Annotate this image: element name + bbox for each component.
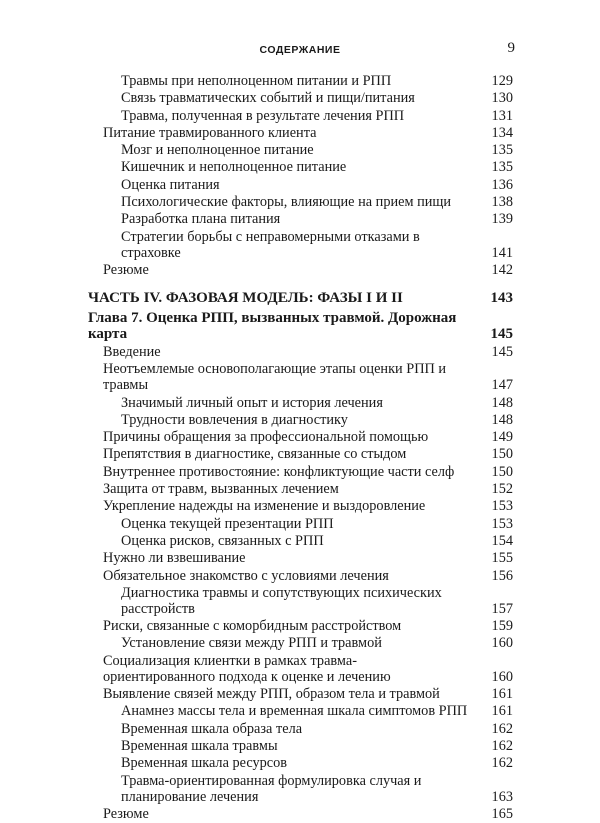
toc-entry-page: 154 — [491, 532, 513, 549]
toc-entry-title: Препятствия в диагностике, связанные со стыдом — [103, 446, 407, 463]
toc-entry — [88, 755, 513, 771]
toc-entry-title: Введение — [103, 343, 161, 360]
toc-entry — [88, 344, 513, 360]
toc-entry — [88, 159, 513, 175]
toc-entry — [88, 73, 513, 89]
toc-entry-page: 157 — [491, 600, 513, 617]
toc-entry — [88, 429, 513, 445]
toc-entry-title: Значимый личный опыт и история лечения — [121, 394, 383, 411]
toc-entry-title: Психологические факторы, влияющие на прием пищи — [121, 194, 452, 211]
toc-entry-title: Нужно ли взвешивание — [103, 550, 246, 567]
page-number: 9 — [507, 40, 515, 56]
toc-entry-page: 162 — [491, 720, 513, 737]
table-of-contents — [88, 73, 513, 823]
toc-entry-page: 160 — [491, 635, 513, 652]
toc-entry-page: 145 — [490, 325, 513, 342]
running-title: СОДЕРЖАНИЕ — [259, 44, 341, 56]
toc-entry — [88, 653, 513, 685]
toc-entry-title: Глава 7. Оценка РПП, вызванных травмой. Дорожная карта — [88, 309, 457, 342]
toc-entry — [88, 618, 513, 634]
toc-entry — [88, 806, 513, 822]
toc-entry-page: 145 — [491, 343, 513, 360]
toc-entry — [88, 464, 513, 480]
toc-entry — [88, 412, 513, 428]
toc-entry — [88, 229, 513, 261]
toc-entry-title: Анамнез массы тела и временная шкала симптомов РПП — [121, 703, 468, 720]
toc-entry-page: 136 — [491, 176, 513, 193]
toc-entry-page: 149 — [491, 429, 513, 446]
toc-entry-page: 148 — [491, 394, 513, 411]
toc-entry — [88, 533, 513, 549]
toc-entry-title: Связь травматических событий и пищи/питания — [121, 90, 415, 107]
toc-entry-title: Диагностика травмы и сопутствующих психических расстройств — [121, 584, 442, 617]
toc-entry-page: 135 — [491, 159, 513, 176]
toc-entry-title: Резюме — [103, 261, 149, 278]
toc-entry-title: Защита от травм, вызванных лечением — [103, 481, 339, 498]
toc-entry — [88, 125, 513, 141]
toc-entry-page: 135 — [491, 142, 513, 159]
toc-entry-page: 156 — [491, 567, 513, 584]
toc-entry — [88, 738, 513, 754]
toc-entry — [88, 686, 513, 702]
toc-entry — [88, 90, 513, 106]
toc-entry-title: Установление связи между РПП и травмой — [121, 635, 382, 652]
toc-entry-page: 161 — [491, 686, 513, 703]
toc-entry-page: 130 — [491, 90, 513, 107]
toc-entry-title: Выявление связей между РПП, образом тела и травмой — [103, 686, 440, 703]
toc-entry — [88, 568, 513, 584]
toc-entry-page: 155 — [491, 550, 513, 567]
toc-entry-page: 147 — [491, 377, 513, 394]
toc-entry — [88, 262, 513, 278]
toc-entry-page: 160 — [491, 668, 513, 685]
toc-entry-page: 143 — [490, 289, 513, 306]
toc-entry — [88, 635, 513, 651]
toc-entry-page: 159 — [491, 618, 513, 635]
toc-entry — [88, 550, 513, 566]
toc-entry-page: 134 — [491, 124, 513, 141]
toc-entry — [88, 773, 513, 805]
toc-entry — [88, 721, 513, 737]
toc-entry — [88, 585, 513, 617]
toc-entry-title: Временная шкала ресурсов — [121, 755, 288, 772]
toc-entry-title: Кишечник и неполноценное питание — [121, 159, 347, 176]
toc-entry — [88, 703, 513, 719]
toc-entry — [88, 211, 513, 227]
toc-entry-title: Риски, связанные с коморбидным расстройством — [103, 618, 402, 635]
toc-entry — [88, 446, 513, 462]
toc-entry — [88, 498, 513, 514]
toc-entry-title: Временная шкала травмы — [121, 737, 278, 754]
toc-entry-page: 165 — [491, 805, 513, 822]
toc-entry-title: Оценка питания — [121, 176, 220, 193]
toc-entry-title: Разработка плана питания — [121, 211, 281, 228]
toc-entry-page: 139 — [491, 211, 513, 228]
page-header — [0, 40, 600, 60]
toc-part-entry — [88, 290, 513, 306]
toc-entry-page: 138 — [491, 194, 513, 211]
toc-entry-title: Социализация клиентки в рамках травма-ориентированного подхода к оценке и лечению — [103, 652, 391, 685]
toc-entry — [88, 142, 513, 158]
toc-entry-title: Обязательное знакомство с условиями лечения — [103, 567, 389, 584]
toc-entry-title: Оценка рисков, связанных с РПП — [121, 532, 324, 549]
toc-entry-page: 150 — [491, 463, 513, 480]
toc-entry-title: Оценка текущей презентации РПП — [121, 515, 334, 532]
toc-entry — [88, 395, 513, 411]
toc-entry-page: 150 — [491, 446, 513, 463]
toc-entry-page: 141 — [491, 244, 513, 261]
toc-entry-page: 162 — [491, 737, 513, 754]
toc-entry-title: Укрепление надежды на изменение и выздоровление — [103, 498, 426, 515]
toc-entry-title: Питание травмированного клиента — [103, 124, 317, 141]
toc-entry-page: 162 — [491, 755, 513, 772]
toc-entry-title: Стратегии борьбы с неправомерными отказами в страховке — [121, 228, 420, 261]
toc-entry — [88, 361, 513, 393]
toc-entry — [88, 516, 513, 532]
toc-entry-title: ЧАСТЬ IV. ФАЗОВАЯ МОДЕЛЬ: ФАЗЫ I И II — [88, 289, 403, 306]
toc-entry-title: Травмы при неполноценном питании и РПП — [121, 73, 392, 89]
toc-entry-page: 153 — [491, 498, 513, 515]
toc-entry — [88, 108, 513, 124]
toc-chapter-entry — [88, 310, 513, 342]
toc-entry-page: 163 — [491, 788, 513, 805]
toc-entry-title: Неотъемлемые основополагающие этапы оценки РПП и травмы — [103, 361, 447, 394]
toc-entry-title: Внутреннее противостояние: конфликтующие части селф — [103, 463, 455, 480]
toc-entry-title: Временная шкала образа тела — [121, 720, 303, 737]
toc-entry-title: Травма, полученная в результате лечения РПП — [121, 107, 405, 124]
toc-entry-title: Резюме — [103, 805, 149, 822]
toc-entry-page: 129 — [491, 73, 513, 89]
toc-entry-page: 131 — [491, 107, 513, 124]
toc-entry — [88, 481, 513, 497]
toc-entry-title: Мозг и неполноценное питание — [121, 142, 314, 159]
toc-entry-page: 161 — [491, 703, 513, 720]
toc-entry-page: 152 — [491, 481, 513, 498]
toc-entry-title: Трудности вовлечения в диагностику — [121, 411, 348, 428]
toc-entry-page: 153 — [491, 515, 513, 532]
toc-entry-page: 142 — [491, 261, 513, 278]
toc-entry-title: Травма-ориентированная формулировка случая и планирование лечения — [121, 772, 422, 805]
toc-entry-page: 148 — [491, 411, 513, 428]
toc-entry-title: Причины обращения за профессиональной помощью — [103, 429, 429, 446]
toc-entry — [88, 177, 513, 193]
toc-entry — [88, 194, 513, 210]
